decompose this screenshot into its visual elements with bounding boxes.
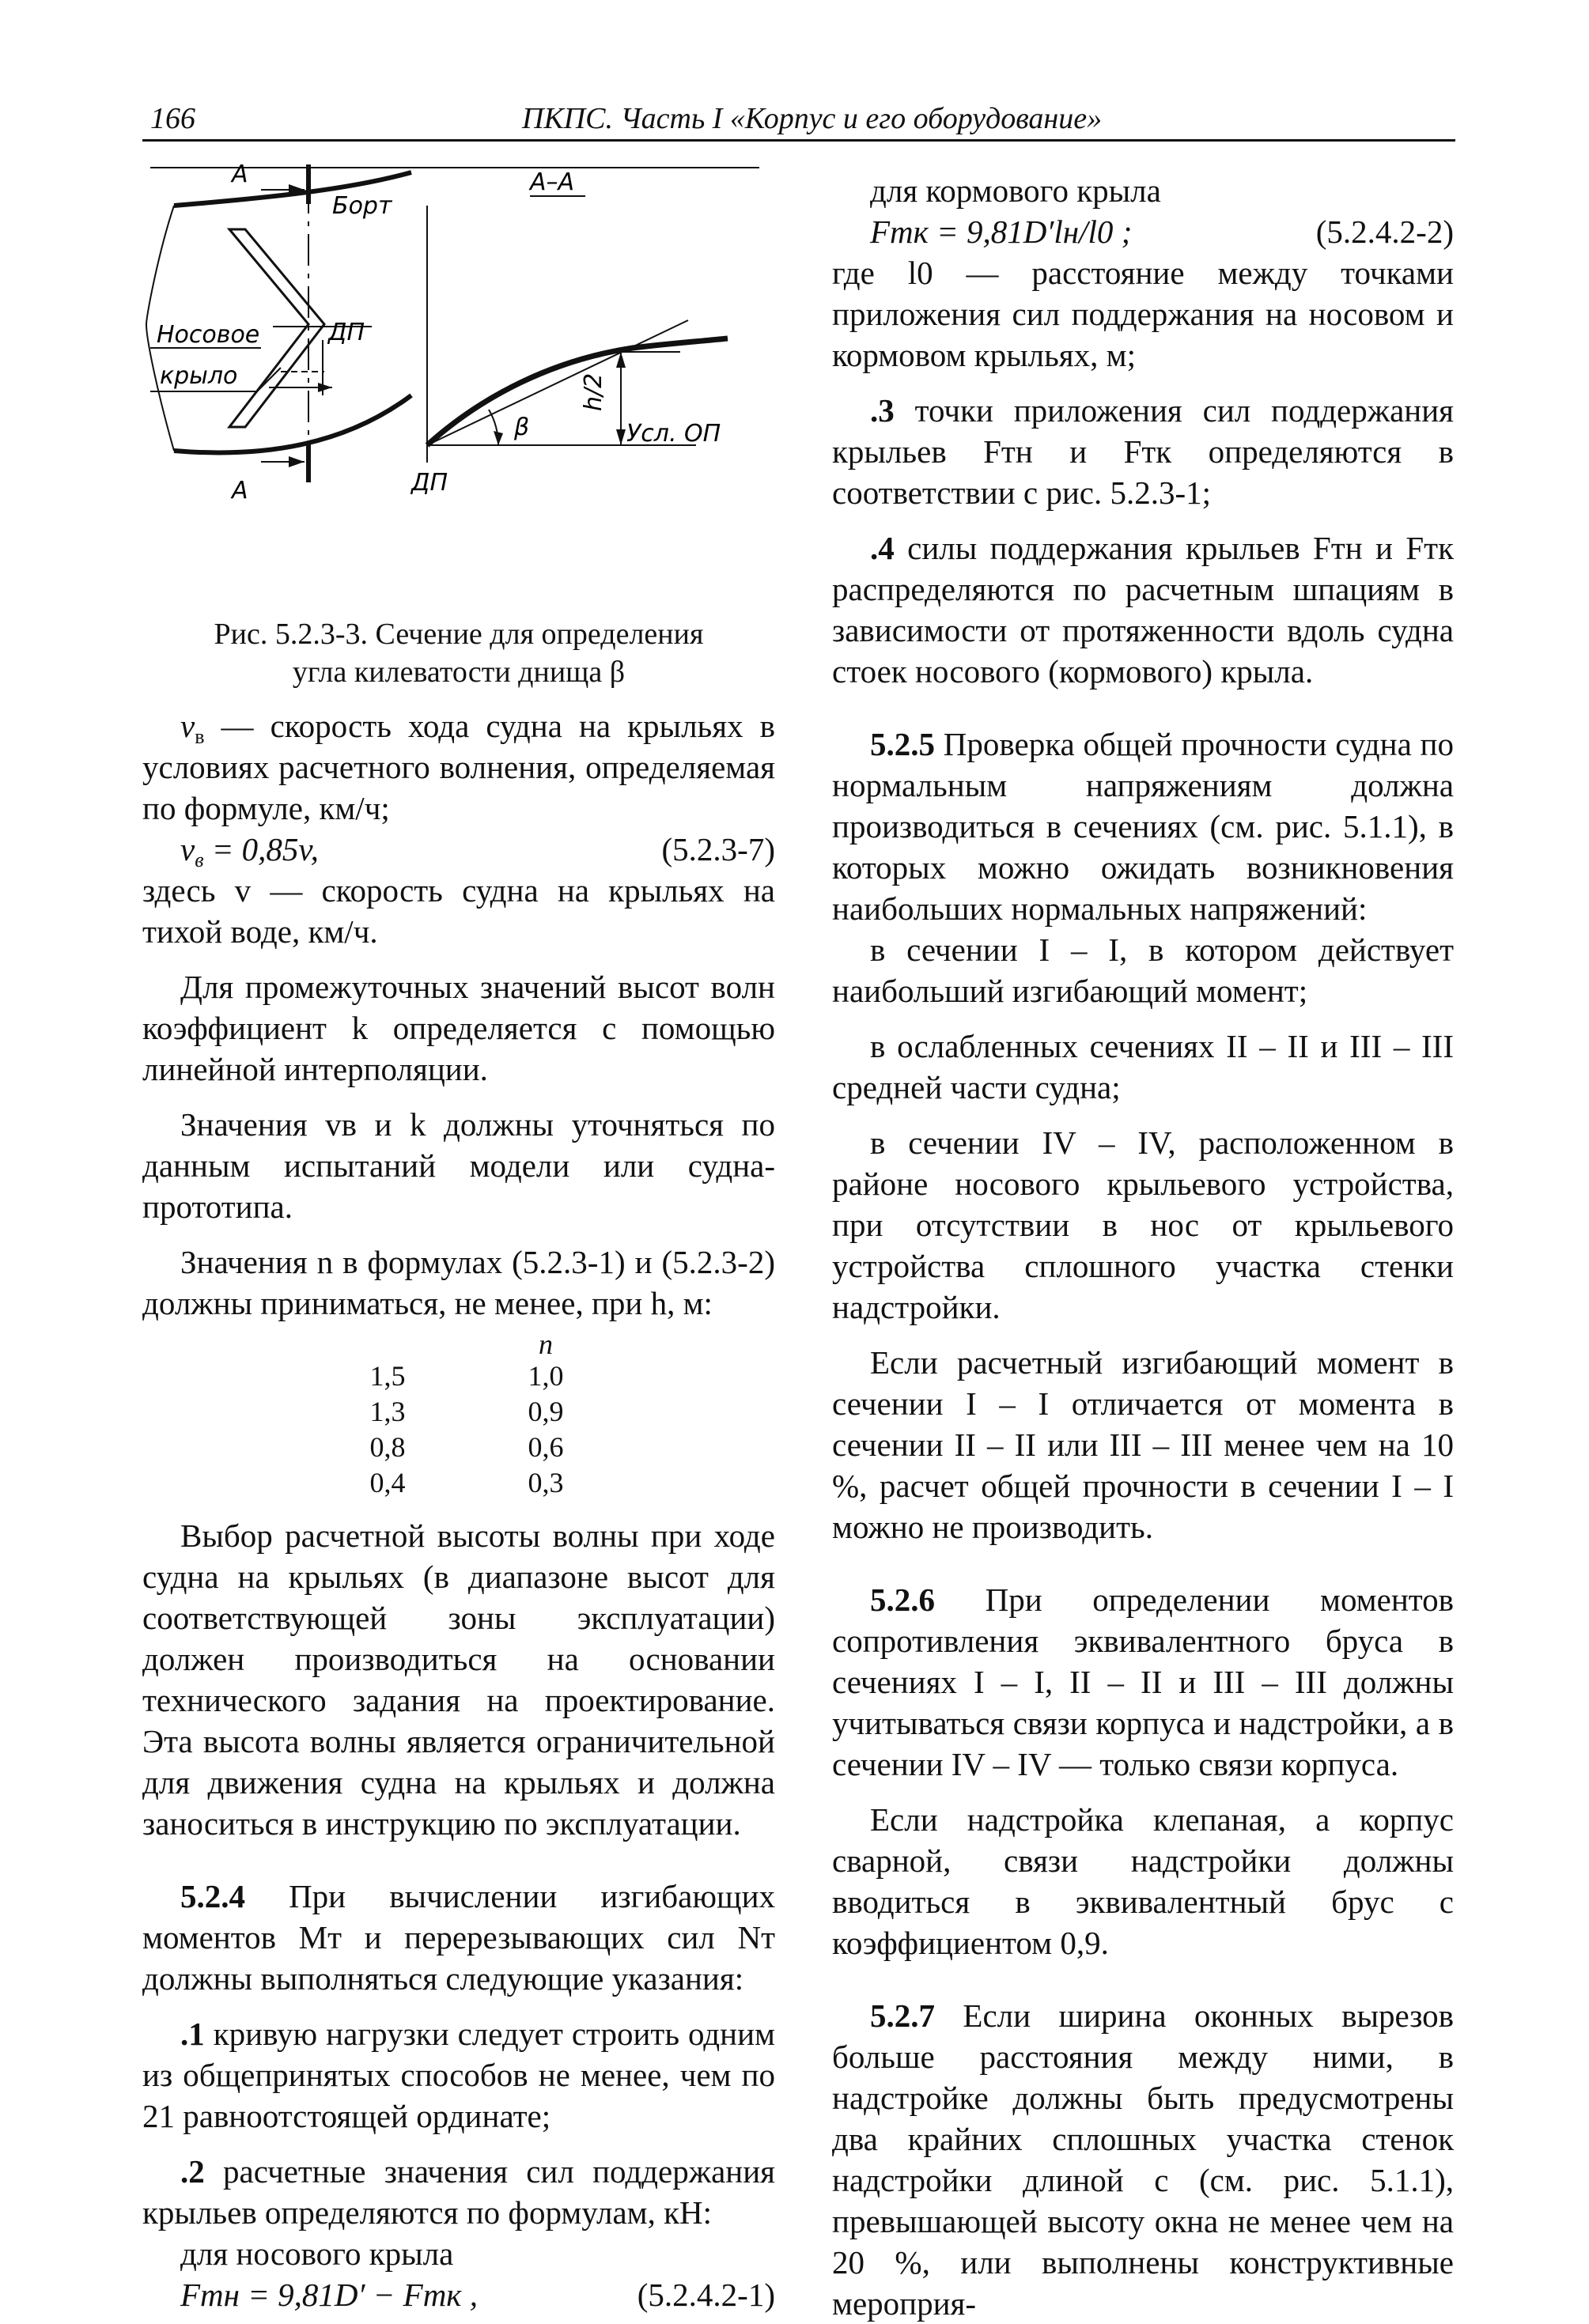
label-a-bottom: А: [232, 477, 248, 504]
n-table-n: 0,9: [528, 1396, 564, 1427]
para-interpolation: Для промежуточных значений высот волн коэффициент k определяется с помощью линейной интерполяции.: [142, 969, 775, 1087]
section-5-2-4: 5.2.4 При вычислении изгибающих моментов Mт и перерезывающих сил Nт должны выполняться следующие указания:: [142, 1878, 776, 1997]
running-title: ПКПС. Часть I «Корпус и его оборудование»: [522, 102, 1103, 135]
n-table-h: 1,3: [369, 1396, 406, 1427]
item-2: .2 расчетные значения сил поддержания крыльев определяются по формулам, кН:: [142, 2153, 776, 2231]
section-5-2-7: 5.2.7 Если ширина оконных вырезов больше расстояния между ними, в надстройке должны быть предусмотрены два крайних сплошных участка стенок надстройки длиной c (см. рис. 5.1.1), превышающей высоту окна не менее чем на 20 %, или выполнены конструктивные мероприя-: [832, 1997, 1455, 2322]
label-beta: β: [514, 414, 530, 441]
n-table-n: 0,6: [528, 1431, 564, 1463]
label-usl-op: Усл. ОП: [626, 420, 721, 448]
bullet-section-1: в сечении I – I, в котором действует наибольший изгибающий момент;: [832, 931, 1454, 1009]
para-vv-definition: $v_в$ — скорость хода судна на крыльях в условиях расчетного волнения, определяемая по формуле, км/ч;: [142, 708, 775, 826]
section-5-2-6: 5.2.6 При определении моментов сопротивления эквивалентного бруса в сечениях I – I, II – II и III – III должны учитываться связи корпуса и надстройки, а в сечении IV – IV — только связи корпуса.: [832, 1581, 1454, 1782]
item-2-nose: для носового крыла: [180, 2235, 454, 2272]
n-table-h: 0,4: [369, 1467, 406, 1498]
para-v-definition: здесь v — скорость судна на крыльях на тихой воде, км/ч.: [142, 872, 775, 950]
n-table-header: n: [539, 1328, 553, 1360]
label-nosovoe-2: крыло: [160, 362, 238, 390]
bullet-section-4: в сечении IV – IV, расположенном в районе носового крыльевого устройства, при отсутствии в нос от крыльевого устройства сплошного участка стенки надстройки.: [832, 1124, 1454, 1325]
para-riveted: Если надстройка клепаная, а корпус сварной, связи надстройки должны вводиться в эквивалентный брус с коэффициентом 0,9.: [832, 1801, 1454, 1961]
page-number: 166: [150, 102, 195, 135]
n-table-n: 0,3: [528, 1467, 564, 1498]
label-bort: Борт: [332, 192, 392, 220]
header-rule: [142, 139, 1455, 142]
label-h2: h/2: [580, 372, 607, 411]
caption-line-1: Рис. 5.2.3-3. Сечение для определения: [214, 618, 704, 651]
left-column: [142, 158, 775, 2315]
bort-lower-line: [174, 395, 411, 452]
label-a-top: А: [232, 161, 248, 188]
label-nosovoe-1: Носовое: [157, 321, 260, 349]
label-dp-bottom: ДП: [411, 469, 448, 497]
caption-line-2: угла килеватости днища β: [292, 656, 626, 689]
formula-5-2-4-2-1: Fтн = 9,81D′ − Fтк , (5.2.4.2-1): [142, 2274, 775, 2315]
formula-5-2-4-2-2: Fтк = 9,81D′lн/l0 ; (5.2.4.2-2): [832, 211, 1454, 252]
section-5-2-5: 5.2.5 Проверка общей прочности судна по нормальным напряжениям должна производиться в сечениях (см. рис. 5.1.1), в которых можно ожидать возникновения наибольших нормальных напряжений:: [832, 726, 1454, 927]
item-1: .1 кривую нагрузки следует строить одним из общепринятых способов не менее, чем по 21 равноотстоящей ординате;: [142, 2016, 775, 2134]
formula-number: (5.2.3-7): [661, 831, 775, 867]
formula-number: (5.2.4.2-2): [1315, 214, 1454, 250]
figure-caption: [142, 615, 775, 691]
n-table-h: 0,8: [369, 1431, 406, 1463]
para-moment-diff: Если расчетный изгибающий момент в сечении I – I отличается от момента в сечении II – II или III – III менее чем на 10 %, расчет общей прочности в сечении I – I можно не производить.: [832, 1344, 1454, 1545]
n-table-h: 1,5: [369, 1360, 406, 1392]
figure-drawing: [142, 158, 775, 609]
n-table-n: 1,0: [528, 1360, 564, 1392]
formula-number: (5.2.4.2-1): [637, 2277, 775, 2313]
label-dp-left: ДП: [328, 319, 365, 346]
para-wave-height: Выбор расчетной высоты волны при ходе судна на крыльях (в диапазоне высот для соответствующей зоны эксплуатации) должен производиться на основании технического задания на проектирование. Эта высота волны является ограничительной для движения судна на крыльях и должна заноситься в инструкцию по эксплуатации.: [142, 1517, 775, 1842]
para-n-values: Значения n в формулах (5.2.3-1) и (5.2.3-2) должны приниматься, не менее, при h, м:: [142, 1244, 775, 1321]
item-3: .3 точки приложения сил поддержания крыльев Fтн и Fтк определяются в соответствии с рис. 5.2.3-1;: [832, 392, 1455, 511]
label-section: А–А: [530, 168, 575, 196]
formula-5-2-3-7: $v_в = 0,85v$, (5.2.3-7): [142, 829, 775, 870]
para-stern-wing: для кормового крыла: [870, 172, 1161, 209]
para-l0-definition: где l0 — расстояние между точками приложения сил поддержания на носовом и кормовом крыльях, м;: [832, 255, 1454, 373]
bullet-section-2-3: в ослабленных сечениях II – II и III – III средней части судна;: [832, 1028, 1454, 1105]
figure-5-2-3-3: [142, 158, 775, 609]
para-vv-k-refine: Значения vв и k должны уточняться по данным испытаний модели или судна-прототипа.: [142, 1106, 775, 1225]
n-table: [142, 1328, 775, 1509]
item-4: .4 силы поддержания крыльев Fтн и Fтк распределяются по расчетным шпациям в зависимости от протяженности вдоль судна стоек носового (кормового) крыла.: [832, 530, 1455, 690]
right-column: [832, 170, 1454, 2324]
